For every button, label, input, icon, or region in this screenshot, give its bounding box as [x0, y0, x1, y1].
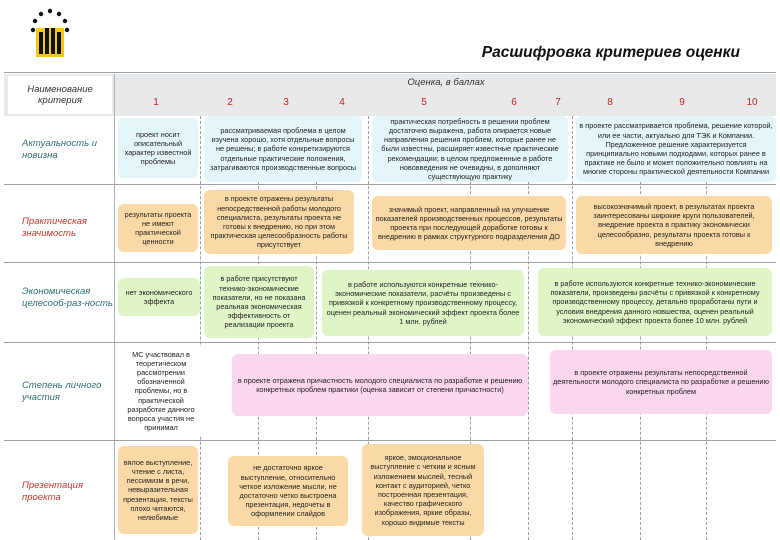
cell-relevance-2-4: рассматриваемая проблема в целом изучена хорошо, хотя отдельные вопросы не решены; в работе конкретизируются отдельные практические положения, затрагиваются производственные вопросы: [204, 116, 362, 182]
score-4: 4: [339, 97, 345, 108]
criterion-economic: Экономическая целесооб-раз-ность: [22, 286, 113, 309]
cell-economic-5-7: в работе используются конкретные технико-экономические показатели, расчёты произведены с привязкой к конкретному производственному процессу, оценен реальный экономический эффект проекта более 1 млн. рублей: [322, 270, 524, 336]
score-3: 3: [283, 97, 289, 108]
criterion-presentation: Презентация проекта: [22, 480, 84, 503]
row-rule: [4, 342, 776, 343]
page-title: Расшифровка критериев оценки: [481, 44, 740, 61]
row-rule: [4, 440, 776, 441]
criterion-relevance: Актуальность и новизна: [22, 138, 98, 161]
score-6: 6: [511, 97, 517, 108]
score-2: 2: [227, 97, 233, 108]
score-5: 5: [421, 97, 427, 108]
cell-presentation-high: яркое, эмоциональное выступление с четким и ясным изложением мыслей, тесный контакт с аудиторией, четко построенная презентация, качество графического изображения, яркие образы, хорошо видимые тексты: [362, 444, 484, 536]
cell-participation-1: МС участвовал в теоретическом рассмотрении обозначенной проблемы, но в практической разработке данного вопроса участия не принимал: [118, 346, 204, 436]
score-header: Оценка, в баллах: [407, 77, 485, 88]
score-9: 9: [679, 97, 685, 108]
company-logo: [30, 8, 70, 60]
cell-practical-8-10: высокозначимый проект, в результатах проекта заинтересованы широкие круги пользователей, внедрение проекта в практику экономически целесообразно, результаты проекта готовы к внедрению: [576, 196, 772, 254]
score-8: 8: [607, 97, 613, 108]
row-rule: [4, 184, 776, 185]
criterion-practical: Практическая значимость: [22, 216, 87, 239]
cell-practical-5-7: значимый проект, направленный на улучшение показателей производственных процессов, результаты проекта при последующей доработке готовы к внедрению в рамках структурного подразделения ДО: [372, 196, 566, 250]
cell-participation-mid: в проекте отражена причастность молодого специалиста по разработке и решению конкретных проблем практики (оценка зависит от степени причастности): [232, 354, 528, 416]
cell-presentation-mid: не достаточно яркое выступление, относительно четкое изложение мысли, не достаточно четко выстроена презентация, недочеты в оформлении слайдов: [228, 456, 348, 526]
header-top-rule: [4, 72, 776, 73]
cell-participation-high: в проекте отражены результаты непосредственной деятельности молодого специалиста по разработке и решению конкретных проблем: [550, 350, 772, 414]
cell-economic-2-4: в работе присутствуют технико-экономические показатели, но не показана реальная экономическая эффективность от реализации проекта: [204, 266, 314, 338]
cell-economic-8-10: в работе используются конкретные технико-экономические показатели, произведены расчёты с привязкой к конкретному производственному процессу, детально проработаны пути и условия внедрения данного новшества, оценен реальный экономический эффект проекта более 10 млн. рублей: [538, 268, 772, 336]
score-1: 1: [153, 97, 159, 108]
score-7: 7: [555, 97, 561, 108]
cell-relevance-5-7: практическая потребность в решении проблем достаточно выражена, работа опирается новые направления решения проблем, которые ранее не были известны, расширяет известные практические рекомендации; в целом предложенные в работе нововведения не очевидны, в дополняют существующую практику: [372, 116, 568, 182]
cell-practical-1: результаты проекта не имеют практической ценности: [118, 204, 198, 252]
criterion-participation: Степень личного участия: [22, 380, 102, 403]
criteria-column-header: Наименование критерия: [8, 76, 112, 114]
score-10: 10: [746, 97, 758, 108]
cell-practical-2-4: в проекте отражены результаты непосредственной работы молодого специалиста, результаты проекта не готовы к внедрению, но при этом практическая целесообразность работы присутствует: [204, 190, 354, 254]
cell-relevance-1: проект носит описательный характер известной проблемы: [118, 118, 198, 178]
column-guide: [200, 116, 201, 540]
cell-economic-1: нет экономического эффекта: [118, 278, 200, 316]
row-rule: [4, 262, 776, 263]
cell-presentation-low: вялое выступление, чтение с листа, пессимизм в речи, невыразительная презентация, тексты плохо читаются, нелюбимые: [118, 446, 198, 534]
cell-relevance-8-10: в проекте рассматривается проблема, решение которой, или ее части, актуально для ТЭК и Компании. Предложенное решение характеризуется принципиально новыми подходами, которых ранее в практике не было и может положительно повлиять на многие стороны практической деятельности Компании: [576, 116, 776, 182]
